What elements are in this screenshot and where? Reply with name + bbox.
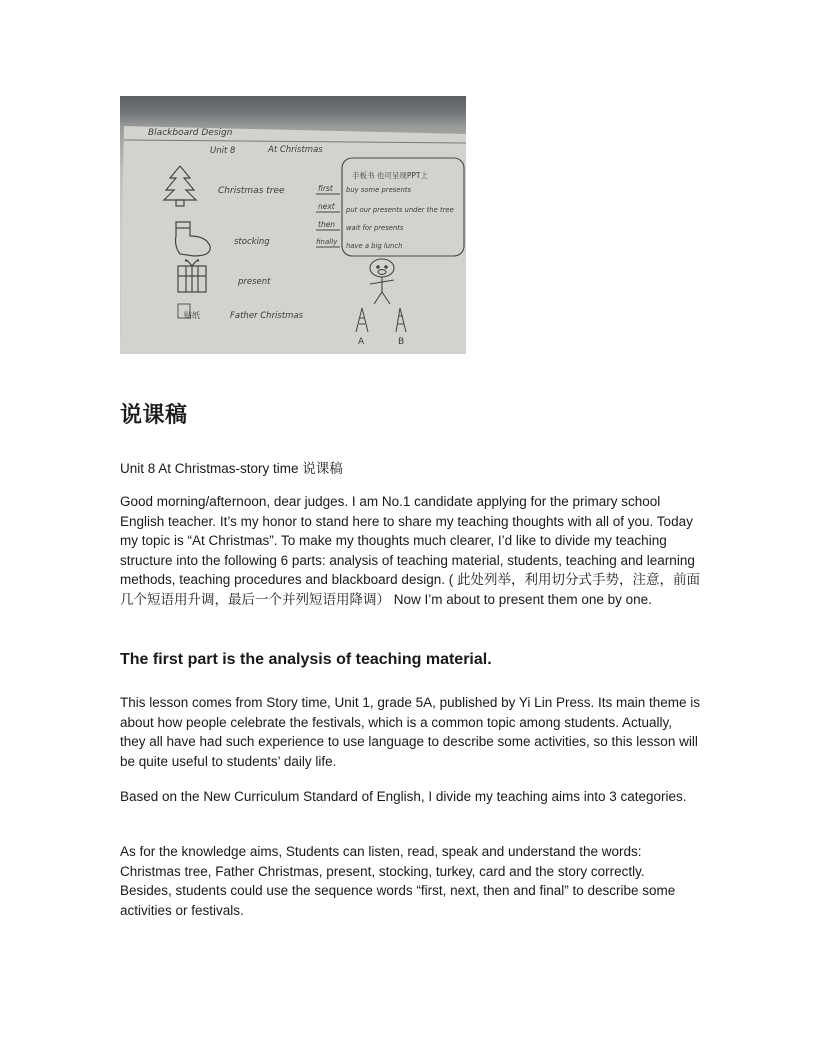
page-title: 说课稿: [120, 403, 188, 428]
word-stocking: stocking: [234, 237, 270, 247]
sequence-then: then: [318, 220, 336, 229]
topic-label: At Christmas: [268, 145, 323, 155]
unit-label: Unit 8: [210, 146, 236, 156]
note-header: 手板书 也可呈现PPT上: [352, 171, 429, 180]
sequence-finally: finally: [316, 238, 338, 246]
blackboard-drawing: [120, 96, 466, 354]
present-note: 贴纸: [184, 311, 200, 320]
sentence-1: buy some presents: [346, 186, 411, 194]
sentence-3: wait for presents: [346, 224, 404, 232]
sentence-2: put our presents under the tree: [346, 206, 454, 214]
word-christmas-tree: Christmas tree: [218, 186, 285, 196]
blackboard-photo: [120, 96, 466, 354]
sequence-first: first: [318, 184, 333, 193]
word-present: present: [238, 277, 271, 287]
sequence-next: next: [318, 202, 335, 211]
aims-paragraph: Based on the New Curriculum Standard of English, I divide my teaching aims into 3 categories.: [120, 789, 687, 804]
sentence-4: have a big lunch: [346, 242, 403, 250]
label-a: A: [358, 337, 365, 347]
material-paragraph: This lesson comes from Story time, Unit 1, grade 5A, published by Yi Lin Press. Its main theme is about how people celebrate the festivals, which is a common topic among students. Actually, they all have had such experience to use language to describe some activities, so this lesson will be quite useful to students’ daily life.: [120, 695, 700, 769]
label-b: B: [398, 337, 405, 347]
document-subtitle: Unit 8 At Christmas-story time 说课稿: [120, 461, 343, 476]
knowledge-aims-paragraph: As for the knowledge aims, Students can listen, read, speak and understand the words: Christmas tree, Father Christmas, present, stocking, turkey, card and the story correctly. Besides, students could use the sequence words “first, next, then and final” to describe some activities or festivals.: [120, 844, 676, 918]
section-title-first-part: The first part is the analysis of teaching material.: [120, 651, 492, 668]
intro-paragraph: Good morning/afternoon, dear judges. I am No.1 candidate applying for the primary school English teacher. It’s my honor to stand here to share my teaching thoughts with all of you. Today my topic is “At Christmas”. To make my thoughts much clearer, I’d like to divide my teaching structure into the following 6 parts: analysis of teaching material, students, teaching and learning methods, teaching procedures and blackboard design. ( 此处列举，利用切分式手势，注意，前面几个短语用升调，最后一个并列短语用降调） Now I’m about to present them one by one.: [120, 494, 700, 607]
word-father-christmas: Father Christmas: [230, 311, 304, 321]
board-title: Blackboard Design: [148, 128, 233, 138]
